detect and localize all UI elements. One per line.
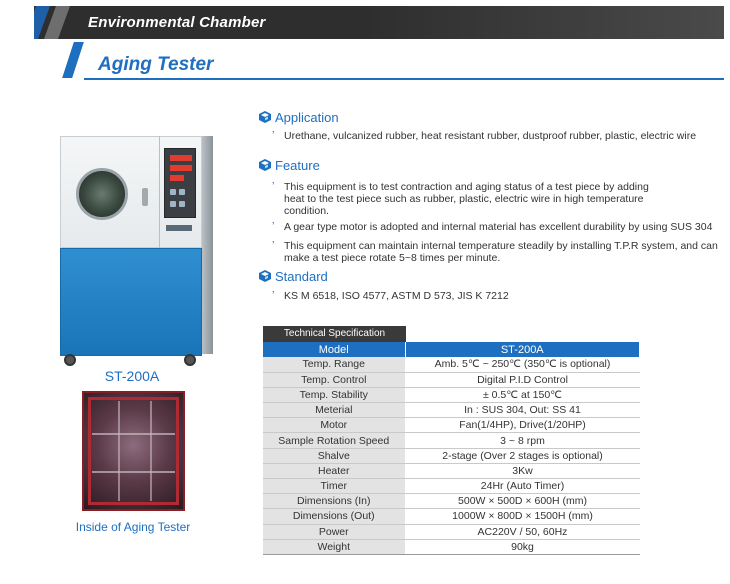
spec-key: Timer [263,479,405,494]
spec-value: 24Hr (Auto Timer) [405,479,640,494]
table-row [263,433,640,448]
spec-key: Sample Rotation Speed [263,433,405,448]
spec-key: Motor [263,418,405,433]
feature-heading: Feature [258,156,320,174]
control-panel [164,148,196,218]
table-row [263,463,640,478]
spec-value: Digital P.I.D Control [405,372,640,387]
spec-key: Temp. Range [263,357,405,372]
blue-cube-icon [258,158,272,172]
spec-key: Temp. Control [263,372,405,387]
header-gradient [364,6,724,39]
table-row [263,372,640,387]
spec-key: Shalve [263,448,405,463]
application-heading: Application [258,108,339,126]
bullet-tick-icon: ʼ [272,240,275,252]
table-row [263,357,640,372]
table-row [263,494,640,509]
table-row [263,509,640,524]
list-item: ʼ A gear type motor is adopted and internal material has excellent durability by using SUS 304 [272,221,713,233]
caster-wheel [64,354,76,366]
caster-wheel [184,354,196,366]
spec-value: In : SUS 304, Out: SS 41 [405,403,640,418]
blue-cube-icon [258,269,272,283]
bullet-tick-icon: ʼ [272,290,275,302]
brand-plate [166,225,192,231]
title-accent-mark [62,42,84,78]
table-row [263,524,640,539]
spec-value: 3Kw [405,463,640,478]
spec-table [263,342,640,555]
title-underline [84,78,724,80]
spec-value: 500W × 500D × 600H (mm) [405,494,640,509]
spec-value: AC220V / 50, 60Hz [405,524,640,539]
spec-header-row [263,342,640,357]
spec-value: 1000W × 800D × 1500H (mm) [405,509,640,524]
spec-value: Fan(1/4HP), Drive(1/20HP) [405,418,640,433]
list-item: ʼ This equipment is to test contraction and aging status of a test piece by adding heat to the test piece such as rubber, plastic, electric wire in high temperature condition. [272,181,649,217]
spec-value: 2-stage (Over 2 stages is optional) [405,448,640,463]
table-row [263,387,640,402]
inside-photo [82,391,185,511]
spec-key: Temp. Stability [263,387,405,402]
chamber-lower-body [60,248,202,356]
chamber-window [76,168,128,220]
list-item: ʼ KS M 6518, ISO 4577, ASTM D 573, JIS K 7212 [272,290,509,302]
bullet-tick-icon: ʼ [272,221,275,233]
inside-caption: Inside of Aging Tester [75,520,191,534]
door-handle [142,188,148,206]
spec-value: ± 0.5℃ at 150℃ [405,387,640,402]
list-item: ʼ Urethane, vulcanized rubber, heat resistant rubber, dustproof rubber, plastic, electric wire [272,130,697,142]
table-row [263,403,640,418]
spec-value: 90kg [405,539,640,554]
table-row [263,418,640,433]
spec-tab-label: Technical Specification [263,326,406,342]
spec-key: Heater [263,463,405,478]
spec-key: Weight [263,539,405,554]
spec-key: Meterial [263,403,405,418]
spec-key: Dimensions (In) [263,494,405,509]
product-header [64,42,724,80]
standard-heading: Standard [258,267,328,285]
table-row [263,448,640,463]
bullet-tick-icon: ʼ [272,130,275,142]
table-row [263,479,640,494]
spec-value: Amb. 5℃ ~ 250℃ (350℃ is optional) [405,357,640,372]
spec-header-key: Model [263,342,405,357]
machine-image [56,128,216,368]
spec-header-value: ST-200A [405,342,640,357]
blue-cube-icon [258,110,272,124]
product-title: Aging Tester [98,54,214,75]
spec-value: 3 ~ 8 rpm [405,433,640,448]
list-item: ʼ This equipment can maintain internal temperature steadily by installing T.P.R system, and can make a test piece rotate 5~8 times per minute. [272,240,718,264]
model-caption: ST-200A [104,368,160,384]
spec-key: Dimensions (Out) [263,509,405,524]
table-row [263,539,640,554]
category-header [34,6,724,39]
bullet-tick-icon: ʼ [272,181,275,193]
category-title: Environmental Chamber [88,14,266,31]
spec-key: Power [263,524,405,539]
